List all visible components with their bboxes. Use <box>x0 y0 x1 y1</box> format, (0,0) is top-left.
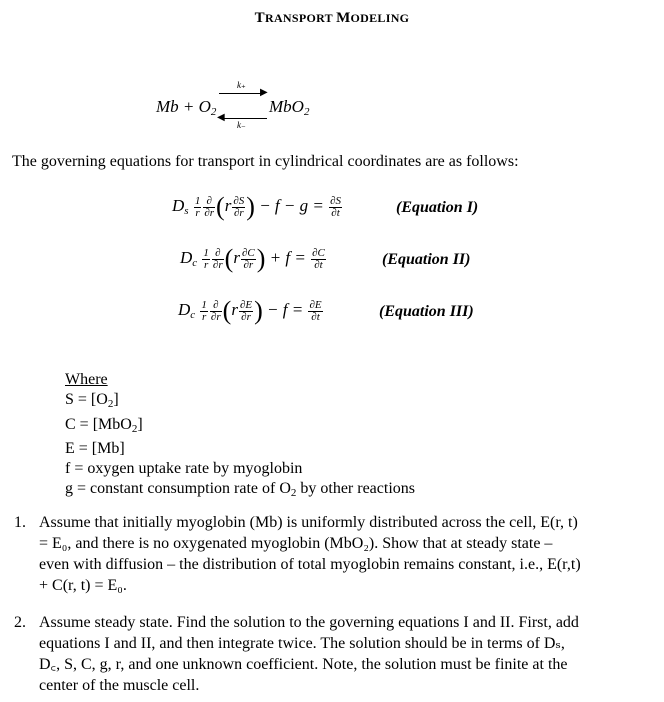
equation-2-label: (Equation II) <box>382 251 471 268</box>
equation-3-label: (Equation III) <box>379 303 474 320</box>
reaction-left: $Mb + O_2$ <box>156 97 217 118</box>
forward-arrow <box>219 93 263 94</box>
where-block <box>65 370 415 504</box>
def-f: f = oxygen uptake rate by myoglobin <box>65 460 303 478</box>
k-backward-label: k₋ <box>237 120 246 130</box>
question-2-number: 2. <box>14 614 26 631</box>
equation-1: $D_s$ $\frac{1}{r}$ $\frac{\partial}{\partial r}$ (r $\frac{\partial S}{\partial r}$ ) − f − g = $\frac{\partial S}{\partial t}$ <box>172 192 342 221</box>
page-title: TRANSPORT MODELING <box>254 10 410 26</box>
backward-arrow <box>223 118 267 119</box>
def-g: g = constant consumption rate of $O_2$ by other reactions <box>65 480 415 500</box>
question-1: Assume that initially myoglobin (Mb) is uniformly distributed across the cell, E(r, t) = E₀, and there is no oxygenated myoglobin (MbO₂). Show that at steady state – even with diffusion – the distribution of total myoglobin remains constant, i.e., E(r,t) + C(r, t) = E₀. <box>39 514 581 594</box>
reaction-right: MbO$_2$ <box>269 97 310 118</box>
question-1-number: 1. <box>14 514 26 531</box>
backward-arrowhead-icon: ◀ <box>217 112 225 123</box>
where-heading: Where <box>65 371 108 388</box>
def-c: C = [MbO$_2$] <box>65 415 143 435</box>
def-e: E = [Mb] <box>65 439 125 457</box>
equation-3: $D_c$ $\frac{1}{r}$ $\frac{\partial}{\partial r}$ (r $\frac{\partial E}{\partial r}$ ) − f = $\frac{\partial E}{\partial t}$ <box>178 296 322 325</box>
forward-arrowhead-icon: ▶ <box>260 87 268 98</box>
k-forward-label: k₊ <box>237 80 246 90</box>
equation-2: $D_c$ $\frac{1}{r}$ $\frac{\partial}{\partial r}$ (r $\frac{\partial C}{\partial r}$ ) + f = $\frac{\partial C}{\partial t}$ <box>180 244 325 273</box>
question-2: Assume steady state. Find the solution to the governing equations I and II. First, add equations I and II, and then integrate twice. The solution should be in terms of Dₛ, D꜀, S, C, g, r, and one unknown coefficient. Note, the solution must be finite at the center of the muscle cell. <box>39 614 579 694</box>
def-s: $S = [O_2]$ <box>65 391 119 411</box>
intro-text: The governing equations for transport in cylindrical coordinates are as follows: <box>12 153 519 170</box>
equation-1-label: (Equation I) <box>396 199 479 216</box>
